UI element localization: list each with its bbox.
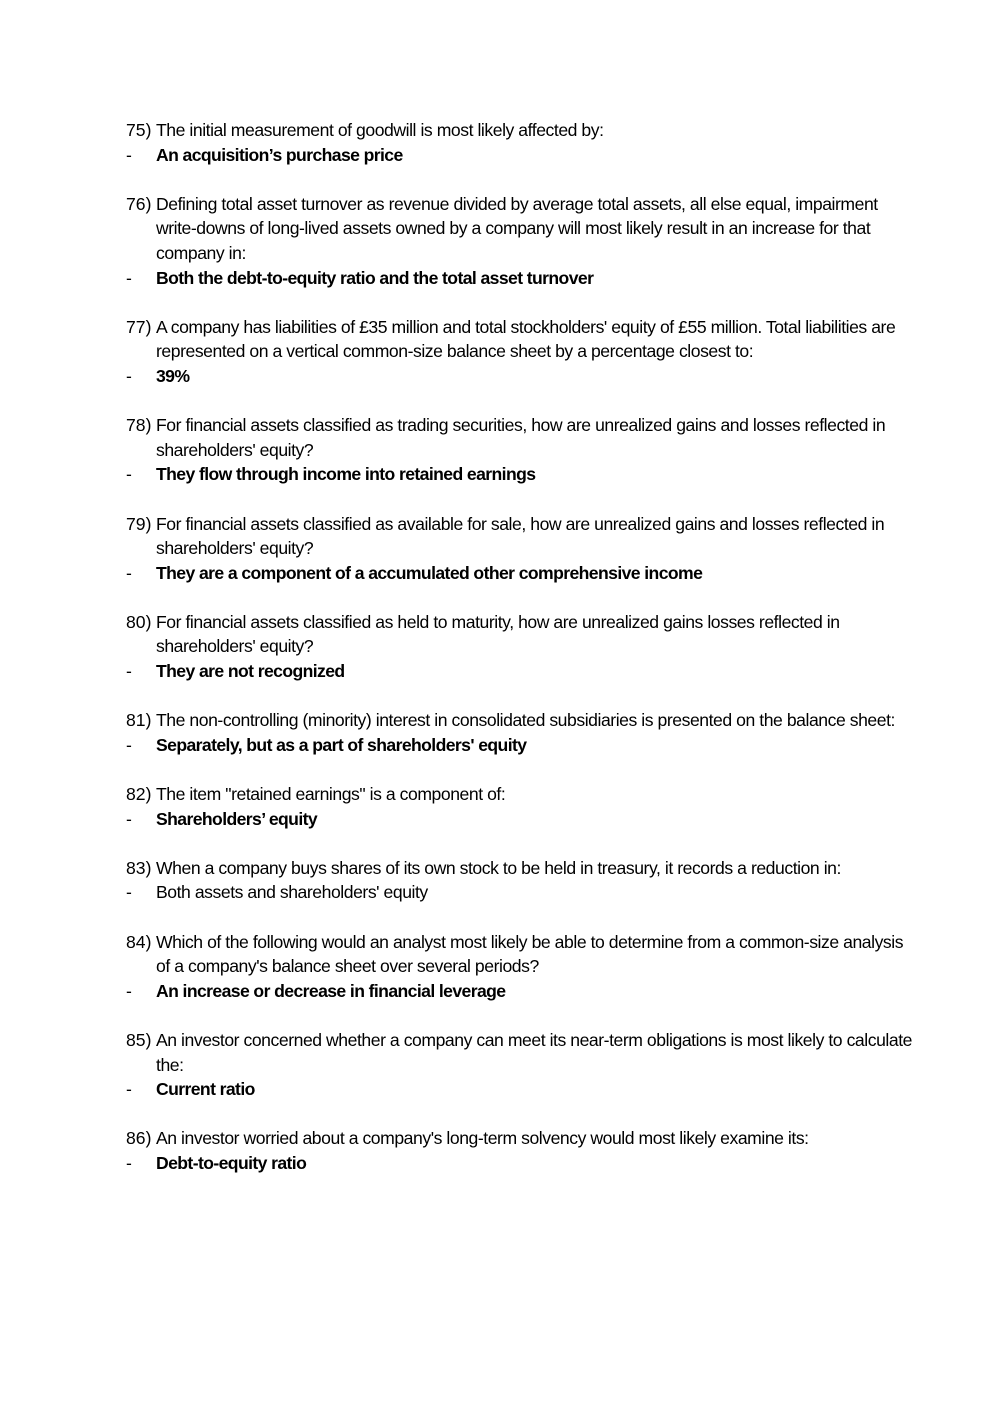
qa-item-76 — [126, 192, 916, 290]
answer-bullet: - — [126, 980, 132, 1001]
answer — [126, 659, 916, 684]
answer-bullet: - — [126, 144, 132, 165]
answer-text: Both the debt-to-equity ratio and the total asset turnover — [156, 267, 594, 288]
answer-text: Separately, but as a part of shareholders' equity — [156, 734, 527, 755]
question-text: When a company buys shares of its own stock to be held in treasury, it records a reduction in: — [156, 857, 841, 878]
answer-text: They flow through income into retained earnings — [156, 464, 536, 485]
answer-text: Shareholders’ equity — [156, 808, 318, 829]
qa-item-79 — [126, 512, 916, 586]
qa-item-83 — [126, 856, 916, 905]
question — [126, 192, 916, 266]
answer-bullet: - — [126, 734, 132, 755]
answer-bullet: - — [126, 1079, 132, 1100]
answer — [126, 880, 916, 905]
question-text: A company has liabilities of £35 million and total stockholders' equity of £55 million. Total liabilities are represented on a vertical common-size balance sheet by a percentage closest to: — [156, 316, 896, 362]
question-number: 83) — [126, 857, 152, 878]
question-text: The item "retained earnings" is a component of: — [156, 784, 506, 805]
question — [126, 315, 916, 364]
answer-text: They are a component of a accumulated other comprehensive income — [156, 562, 703, 583]
qa-item-82 — [126, 782, 916, 831]
answer-bullet: - — [126, 661, 132, 682]
answer-text: An acquisition’s purchase price — [156, 144, 403, 165]
answer-bullet: - — [126, 808, 132, 829]
question-number: 81) — [126, 710, 152, 731]
qa-item-77 — [126, 315, 916, 389]
qa-item-78 — [126, 413, 916, 487]
qa-item-86 — [126, 1126, 916, 1175]
answer — [126, 364, 916, 389]
question-text: Which of the following would an analyst most likely be able to determine from a common-size analysis of a company's balance sheet over several periods? — [156, 931, 904, 977]
question — [126, 782, 916, 807]
answer-bullet: - — [126, 882, 132, 903]
qa-item-84 — [126, 930, 916, 1004]
answer — [126, 1077, 916, 1102]
question-number: 85) — [126, 1029, 152, 1050]
question-number: 86) — [126, 1128, 152, 1149]
answer — [126, 733, 916, 758]
question-text: For financial assets classified as available for sale, how are unrealized gains and losses reflected in shareholders' equity? — [156, 513, 885, 559]
qa-item-75 — [126, 118, 916, 167]
question-text: For financial assets classified as held to maturity, how are unrealized gains losses reflected in shareholders' equity? — [156, 611, 840, 657]
question — [126, 610, 916, 659]
question-number: 80) — [126, 611, 152, 632]
question — [126, 930, 916, 979]
question-number: 78) — [126, 415, 152, 436]
answer — [126, 1151, 916, 1176]
question-text: An investor concerned whether a company can meet its near-term obligations is most likely to calculate the: — [156, 1029, 912, 1075]
answer — [126, 807, 916, 832]
question-text: An investor worried about a company's long-term solvency would most likely examine its: — [156, 1128, 809, 1149]
answer-text: Debt-to-equity ratio — [156, 1152, 307, 1173]
answer-bullet: - — [126, 267, 132, 288]
answer-bullet: - — [126, 562, 132, 583]
answer — [126, 462, 916, 487]
question-number: 82) — [126, 784, 152, 805]
question-number: 76) — [126, 193, 152, 214]
answer — [126, 979, 916, 1004]
answer-text: Both assets and shareholders' equity — [156, 882, 428, 903]
question-number: 75) — [126, 120, 152, 140]
question-number: 79) — [126, 513, 152, 534]
qa-list — [126, 118, 916, 1200]
question-text: The initial measurement of goodwill is most likely affected by: — [156, 120, 604, 140]
question-number: 84) — [126, 931, 152, 952]
answer-text: They are not recognized — [156, 661, 345, 682]
question-text: The non-controlling (minority) interest in consolidated subsidiaries is presented on the balance sheet: — [156, 710, 895, 731]
answer-bullet: - — [126, 1152, 132, 1173]
question-number: 77) — [126, 316, 152, 337]
answer — [126, 143, 916, 168]
answer-text: An increase or decrease in financial leverage — [156, 980, 506, 1001]
answer-text: Current ratio — [156, 1079, 255, 1100]
answer — [126, 561, 916, 586]
answer — [126, 266, 916, 291]
answer-bullet: - — [126, 464, 132, 485]
answer-text: 39% — [156, 365, 190, 386]
question — [126, 1028, 916, 1077]
qa-item-81 — [126, 708, 916, 757]
question — [126, 708, 916, 733]
qa-item-80 — [126, 610, 916, 684]
answer-bullet: - — [126, 365, 132, 386]
question — [126, 856, 916, 881]
qa-item-85 — [126, 1028, 916, 1102]
question-text: Defining total asset turnover as revenue divided by average total assets, all else equal, impairment write-downs of long-lived assets owned by a company will most likely result in an increase for that company in: — [156, 193, 878, 263]
question — [126, 512, 916, 561]
question-text: For financial assets classified as trading securities, how are unrealized gains and losses reflected in shareholders' equity? — [156, 415, 886, 460]
question — [126, 413, 916, 462]
question — [126, 1126, 916, 1151]
question — [126, 118, 916, 143]
